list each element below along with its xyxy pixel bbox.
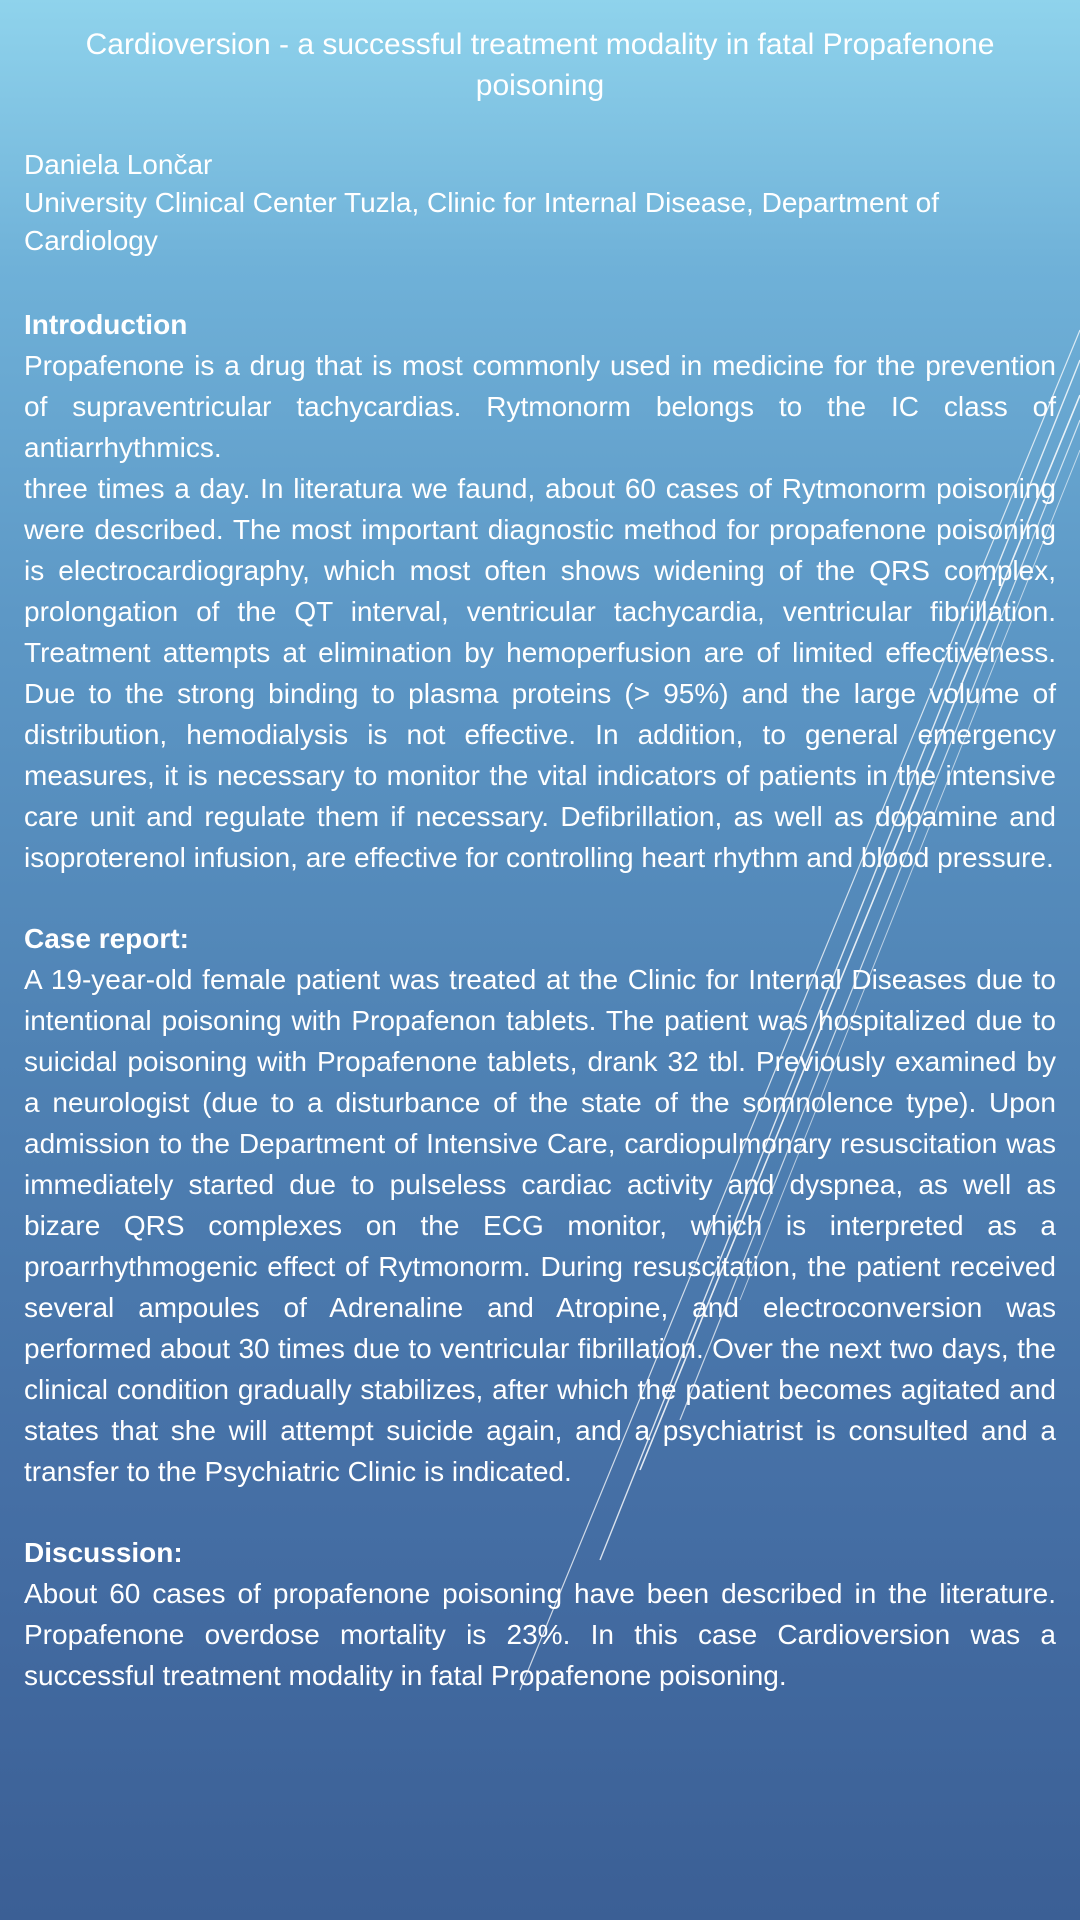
section-discussion	[24, 1532, 1056, 1696]
section-paragraph: three times a day. In literatura we faund, about 60 cases of Rytmonorm poisoning were described. The most important diagnostic method for propafenone poisoning is electrocardiography, which most often shows widening of the QRS complex, prolongation of the QT interval, ventricular tachycardia, ventricular fibrillation. Treatment attempts at elimination by hemoperfusion are of limited effectiveness. Due to the strong binding to plasma proteins (> 95%) and the large volume of distribution, hemodialysis is not effective. In addition, to general emergency measures, it is necessary to monitor the vital indicators of patients in the intensive care unit and regulate them if necessary. Defibrillation, as well as dopamine and isoproterenol infusion, are effective for controlling heart rhythm and blood pressure.	[24, 473, 1056, 873]
author-name: Daniela Lončar	[24, 149, 213, 180]
section-heading: Introduction	[24, 309, 188, 340]
section-paragraph: About 60 cases of propafenone poisoning have been described in the literature. Propafenone overdose mortality is 23%. In this case Cardioversion was a successful treatment modality in fatal Propafenone poisoning.	[24, 1578, 1056, 1691]
author-affiliation: University Clinical Center Tuzla, Clinic for Internal Disease, Department of Cardiology	[24, 187, 940, 256]
section-heading: Case report:	[24, 923, 189, 954]
poster-page	[24, 24, 1056, 1736]
poster-title: Cardioversion - a successful treatment modality in fatal Propafenone poisoning	[85, 28, 995, 102]
section-introduction	[24, 304, 1056, 878]
section-paragraph: A 19-year-old female patient was treated at the Clinic for Internal Diseases due to intentional poisoning with Propafenon tablets. The patient was hospitalized due to suicidal poisoning with Propafenone tablets, drank 32 tbl. Previously examined by a neurologist (due to a disturbance of the state of the somnolence type). Upon admission to the Department of Intensive Care, cardiopulmonary resuscitation was immediately started due to pulseless cardiac activity and dyspnea, as well as bizare QRS complexes on the ECG monitor, which is interpreted as a proarrhythmogenic effect of Rytmonorm. During resuscitation, the patient received several ampoules of Adrenaline and Atropine, and electroconversion was performed about 30 times due to ventricular fibrillation. Over the next two days, the clinical condition gradually stabilizes, after which the patient becomes agitated and states that she will attempt suicide again, and a psychiatrist is consulted and a transfer to the Psychiatric Clinic is indicated.	[24, 964, 1056, 1487]
section-case-report	[24, 918, 1056, 1492]
section-heading: Discussion:	[24, 1537, 183, 1568]
section-paragraph: Propafenone is a drug that is most commonly used in medicine for the prevention of supraventricular tachycardias. Rytmonorm belongs to the IC class of antiarrhythmics.	[24, 350, 1056, 463]
